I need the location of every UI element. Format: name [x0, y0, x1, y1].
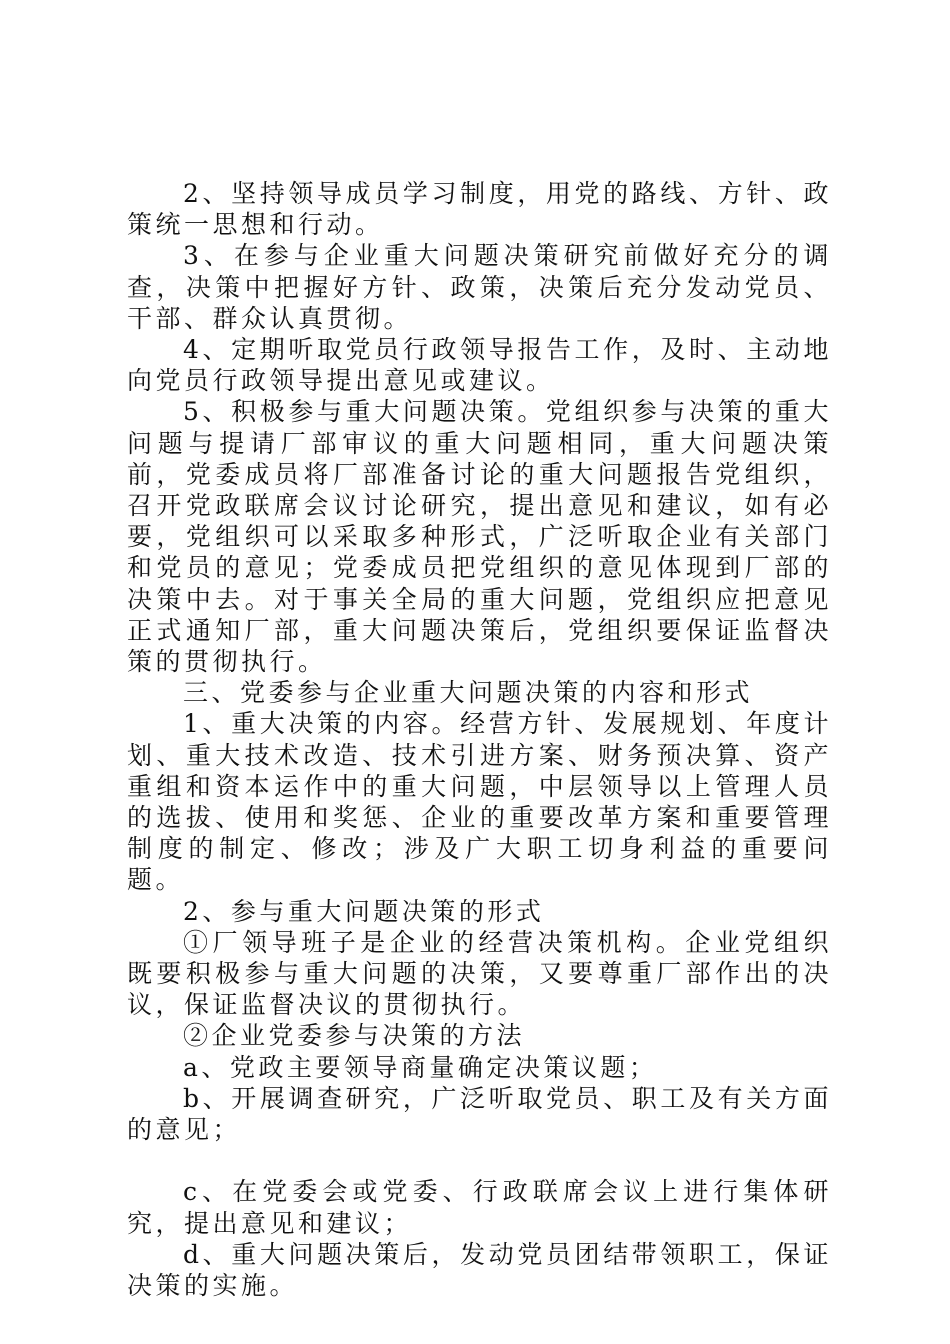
paragraph-leadership-study: 2、坚持领导成员学习制度，用党的路线、方针、政策统一思想和行动。 [127, 179, 832, 240]
document-body [127, 178, 832, 1301]
list-item-a: a、党政主要领导商量确定决策议题； [183, 1052, 658, 1082]
paragraph-decision-content: 1、重大决策的内容。经营方针、发展规划、年度计划、重大技术改造、技术引进方案、财务预决算、资产重组和资本运作中的重大问题，中层领导以上管理人员的选拔、使用和奖惩、企业的重要改革方案和重要管理制度的制定、修改；涉及广大职工切身利益的重要问题。 [127, 709, 832, 895]
list-item-b: b、开展调查研究，广泛听取党员、职工及有关方面的意见； [127, 1083, 832, 1145]
paragraph-decision-form: 2、参与重大问题决策的形式 [183, 896, 545, 926]
paragraph-leadership-team: ①厂领导班子是企业的经营决策机构。企业党组织既要积极参与重大问题的决策，又要尊重厂部作出的决议，保证监督决议的贯彻执行。 [127, 927, 832, 1020]
paragraph-reports: 4、定期听取党员行政领导报告工作，及时、主动地向党员行政领导提出意见或建议。 [127, 335, 832, 396]
list-item-d: d、重大问题决策后，发动党员团结带领职工，保证决策的实施。 [127, 1239, 832, 1300]
paragraph-investigation: 3、在参与企业重大问题决策研究前做好充分的调查，决策中把握好方针、政策，决策后充分发动党员、干部、群众认真贯彻。 [127, 241, 832, 333]
section-heading: 三、党委参与企业重大问题决策的内容和形式 [183, 678, 754, 708]
paragraph-method-heading: ②企业党委参与决策的方法 [183, 1021, 526, 1051]
list-item-c: c、在党委会或党委、行政联席会议上进行集体研究，提出意见和建议； [127, 1177, 832, 1238]
blank-line [127, 1145, 832, 1176]
paragraph-participation: 5、积极参与重大问题决策。党组织参与决策的重大问题与提请厂部审议的重大问题相同，重大问题决策前，党委成员将厂部准备讨论的重大问题报告党组织，召开党政联席会议讨论研究，提出意见和建议，如有必要，党组织可以采取多种形式，广泛听取企业有关部门和党员的意见；党委成员把党组织的意见体现到厂部的决策中去。对于事关全局的重大问题，党组织应把意见正式通知厂部，重大问题决策后，党组织要保证监督决策的贯彻执行。 [127, 397, 832, 677]
